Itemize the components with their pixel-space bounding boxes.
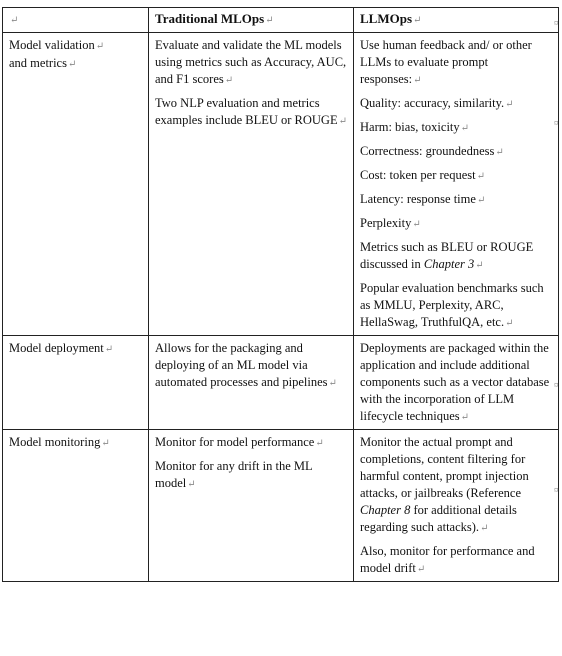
paragraph-mark: ↵ [10, 15, 19, 26]
comparison-table [2, 7, 559, 582]
llmops-quality: Quality: accuracy, similarity.↵ [360, 96, 514, 110]
llmops-cell-deployment [354, 336, 559, 430]
llmops-monitoring-also: Also, monitor for performance and model drift↵ [360, 544, 535, 575]
mlops-validation-p2: Two NLP evaluation and metrics examples include BLEU or ROUGE↵ [155, 96, 347, 127]
table-row-validation [3, 33, 559, 336]
llmops-cell-monitoring [354, 430, 559, 582]
mlops-monitoring-p2: Monitor for any drift in the ML model↵ [155, 459, 313, 490]
stage-cell-deployment [3, 336, 149, 430]
mlops-cell-validation [149, 33, 354, 336]
row-end-mark: ¤ [554, 380, 559, 390]
chapter-8-reference: Chapter 8 [360, 503, 411, 517]
stage-deployment-label: Model deployment↵ [9, 341, 114, 355]
header-llmops: LLMOps [360, 11, 413, 26]
header-cell-empty [3, 8, 149, 33]
table-row-deployment [3, 336, 559, 430]
stage-cell-monitoring [3, 430, 149, 582]
stage-monitoring-label: Model monitoring↵ [9, 435, 110, 449]
row-end-mark: ¤ [554, 118, 559, 128]
row-end-mark: ¤ [554, 485, 559, 495]
header-cell-mlops [149, 8, 354, 33]
llmops-deployment-text: Deployments are packaged within the application and include additional components such as a vector database with the incorporation of LLM lifecycle techniques↵ [360, 341, 550, 423]
header-traditional-mlops: Traditional MLOps [155, 11, 265, 26]
llmops-cost: Cost: token per request↵ [360, 168, 485, 182]
llmops-latency: Latency: response time↵ [360, 192, 486, 206]
table-header-row [3, 8, 559, 33]
llmops-correctness: Correctness: groundedness↵ [360, 144, 504, 158]
paragraph-mark: ↵ [413, 15, 422, 26]
stage-validation-line1: Model validation↵ [9, 38, 105, 52]
mlops-validation-p1: Evaluate and validate the ML models using metrics such as Accuracy, AUC, and F1 scores↵ [155, 38, 347, 86]
llmops-validation-intro: Use human feedback and/ or other LLMs to evaluate prompt responses:↵ [360, 38, 532, 86]
llmops-monitoring-main: Monitor the actual prompt and completions, content filtering for harmful content, prompt injection attacks, or jailbreaks (Reference Chapter 8 for additional details regarding such attacks).↵ [360, 435, 529, 534]
stage-validation-line2: and metrics↵ [9, 56, 77, 70]
llmops-cell-validation [354, 33, 559, 336]
table-row-monitoring [3, 430, 559, 582]
header-cell-llmops [354, 8, 559, 33]
llmops-metrics-bleu-rouge: Metrics such as BLEU or ROUGE discussed in Chapter 3↵ [360, 240, 534, 271]
llmops-harm: Harm: bias, toxicity↵ [360, 120, 470, 134]
chapter-3-reference: Chapter 3 [423, 257, 475, 271]
mlops-deployment-text: Allows for the packaging and deploying of an ML model via automated processes and pipelines↵ [155, 341, 337, 389]
row-end-mark: ¤ [554, 18, 559, 28]
mlops-monitoring-p1: Monitor for model performance↵ [155, 435, 324, 449]
paragraph-mark: ↵ [265, 15, 274, 26]
mlops-cell-deployment [149, 336, 354, 430]
mlops-cell-monitoring [149, 430, 354, 582]
llmops-perplexity: Perplexity↵ [360, 216, 421, 230]
llmops-benchmarks: Popular evaluation benchmarks such as MMLU, Perplexity, ARC, HellaSwag, TruthfulQA, etc.↵ [360, 281, 544, 329]
stage-cell-validation [3, 33, 149, 336]
